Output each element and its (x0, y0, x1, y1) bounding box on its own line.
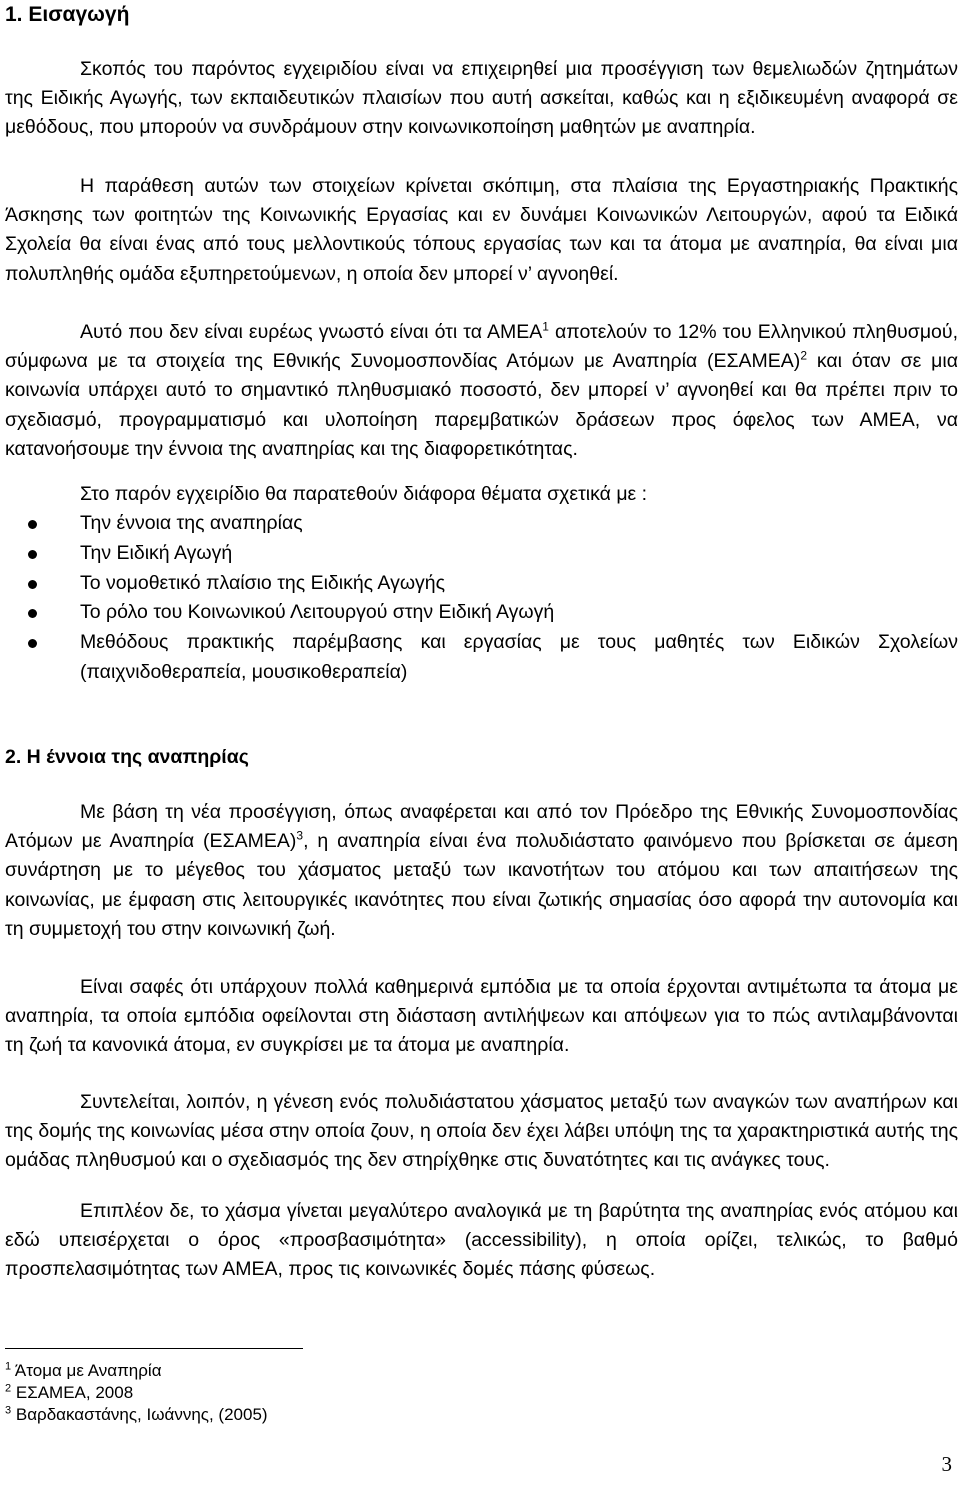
section-2-paragraph-1 (5, 798, 958, 944)
bullet-icon (28, 550, 37, 559)
paragraph-text: Αυτό που δεν είναι ευρέως γνωστό είναι ότι τα ΑΜΕΑ (80, 321, 543, 343)
bullet-icon (28, 520, 37, 529)
section-2-paragraph-4: Επιπλέον δε, το χάσμα γίνεται μεγαλύτερο αναλογικά με τη βαρύτητα της αναπηρίας ενός ατόμου και εδώ υπεισέρχεται ο όρος «προσβασιμότητα» (accessibility), η οποία ορίζει, τελικώς, το βαθμό προσπελασιμότητας των ΑΜΕΑ, προς τις κοινωνικές δομές πάσης φύσεως. (5, 1200, 958, 1281)
list-item (5, 598, 958, 628)
paragraph-text: Με βάση τη νέα προσέγγιση, όπως αναφέρεται και από τον Πρόεδρο της Εθνικής Συνομοσπονδίας Ατόμων με Αναπηρία (ΕΣΑΜΕΑ) (5, 801, 958, 853)
footnote-divider (5, 1348, 303, 1349)
list-item-text: Την Ειδική Αγωγή (80, 541, 233, 564)
list-item-text: Μεθόδους πρακτικής παρέμβασης και εργασίας με τους μαθητές των Ειδικών Σχολείων (παιχνιδοθεραπεία, μουσικοθεραπεία) (80, 631, 958, 683)
section-1-paragraph-1: Σκοπός του παρόντος εγχειριδίου είναι να επιχειρηθεί μια προσέγγιση των θεμελιωδών ζητημάτων της Ειδικής Αγωγής, των εκπαιδευτικών πλαισίων που αυτή ασκείται, καθώς και η εξιδικευμένη αναφορά σε μεθόδους, που μπορούν να συνδράμουν στην κοινωνικοποίηση μαθητών με αναπηρία. (5, 58, 958, 139)
footnote-ref-1: 1 (542, 319, 549, 334)
footnote-ref-2: 2 (800, 348, 807, 363)
section-1-paragraph-2: Η παράθεση αυτών των στοιχείων κρίνεται σκόπιμη, στα πλαίσια της Εργαστηριακής Πρακτικής Άσκησης των φοιτητών της Κοινωνικής Εργασίας και εν δυνάμει Κοινωνικών Λειτουργών, αφού τα Ειδικά Σχολεία θα είναι ένας από τους μελλοντικούς τόπους εργασίας των και τα άτομα με αναπηρία, θα είναι μια πολυπληθής ομάδα εξυπηρετούμενων, η οποία δεν μπορεί ν’ αγνοηθεί. (5, 175, 958, 285)
paragraph-text: αποτελούν το 12% του Ελληνικού πληθυσμού, σύμφωνα με τα στοιχεία της Εθνικής Συνομοσπονδίας Ατόμων με Αναπηρία (ΕΣΑΜΕΑ) (5, 321, 958, 373)
list-item-text: Την έννοια της αναπηρίας (80, 512, 303, 534)
bullet-icon (28, 580, 37, 589)
footnote-text: ΕΣΑΜΕΑ, 2008 (15, 1383, 134, 1402)
list-item-text: Το νομοθετικό πλαίσιο της Ειδικής Αγωγής (80, 571, 446, 594)
footnote-text: Άτομα με Αναπηρία (14, 1361, 162, 1380)
topic-list (5, 509, 958, 688)
section-2-heading: 2. Η έννοια της αναπηρίας (5, 746, 249, 768)
footnote-item (5, 1360, 268, 1382)
footnote-ref-3: 3 (296, 828, 304, 843)
footnote-item (5, 1404, 268, 1426)
bullet-icon (28, 639, 37, 648)
section-1-paragraph-3 (5, 318, 958, 464)
section-1-paragraph-4: Στο παρόν εγχειρίδιο θα παρατεθούν διάφορα θέματα σχετικά με : (80, 483, 648, 505)
list-item (5, 509, 958, 539)
list-item (5, 539, 958, 569)
section-1-heading: 1. Εισαγωγή (5, 3, 130, 26)
page-number: 3 (941, 1452, 952, 1476)
footnotes (5, 1360, 268, 1426)
bullet-icon (28, 609, 37, 618)
footnote-number: 2 (5, 1382, 12, 1395)
footnote-text: Βαρδακαστάνης, Ιωάννης, (2005) (15, 1405, 268, 1424)
section-2-paragraph-3: Συντελείται, λοιπόν, η γένεση ενός πολυδιάστατου χάσματος μεταξύ των αναγκών των αναπήρων και της δομής της κοινωνίας μέσα στην οποία ζουν, η οποία δεν έχει λάβει υπόψη της τα χαρακτηριστικά αυτής της ομάδας πληθυσμού και ο σχεδιασμός της δεν στηρίχθηκε στις δυνατότητες και τις ανάγκες τους. (5, 1091, 958, 1172)
paragraph-text: , η αναπηρία είναι ένα πολυδιάστατο φαινόμενο που βρίσκεται σε άμεση συνάρτηση με το μέγεθος του χάσματος μεταξύ των ικανοτήτων του ατόμου και των απαιτήσεων της κοινωνίας, με έμφαση στις λειτουργικές ικανότητες που είναι ζωτικής σημασίας όσο αφορά την αυτονομία και τη συμμετοχή του στην κοινωνική ζωή. (5, 830, 959, 940)
list-item (5, 569, 958, 599)
list-item (5, 628, 958, 688)
paragraph-text: και όταν σε μια κοινωνία υπάρχει αυτό το σημαντικό πληθυσμιακό ποσοστό, δεν μπορεί ν’ αγνοηθεί και θα πρέπει πριν το σχεδιασμό, προγραμματισμό και υλοποίηση παρεμβατικών δράσεων προς όφελος των ΑΜΕΑ, να κατανοήσουμε την έννοια της αναπηρίας και της διαφορετικότητας. (5, 350, 958, 460)
section-2-paragraph-2: Είναι σαφές ότι υπάρχουν πολλά καθημερινά εμπόδια με τα οποία έρχονται αντιμέτωπα τα άτομα με αναπηρία, τα οποία εμπόδια οφείλονται στη διάσταση αντιλήψεων και απόψεων για το πώς αντιλαμβάνονται τη ζωή τα κανονικά άτομα, εν συγκρίσει με τα άτομα με αναπηρία. (5, 976, 958, 1057)
footnote-item (5, 1382, 268, 1404)
footnote-number: 3 (5, 1404, 12, 1417)
list-item-text: Το ρόλο του Κοινωνικού Λειτουργού στην Ειδική Αγωγή (80, 601, 555, 624)
footnote-number: 1 (5, 1360, 12, 1373)
